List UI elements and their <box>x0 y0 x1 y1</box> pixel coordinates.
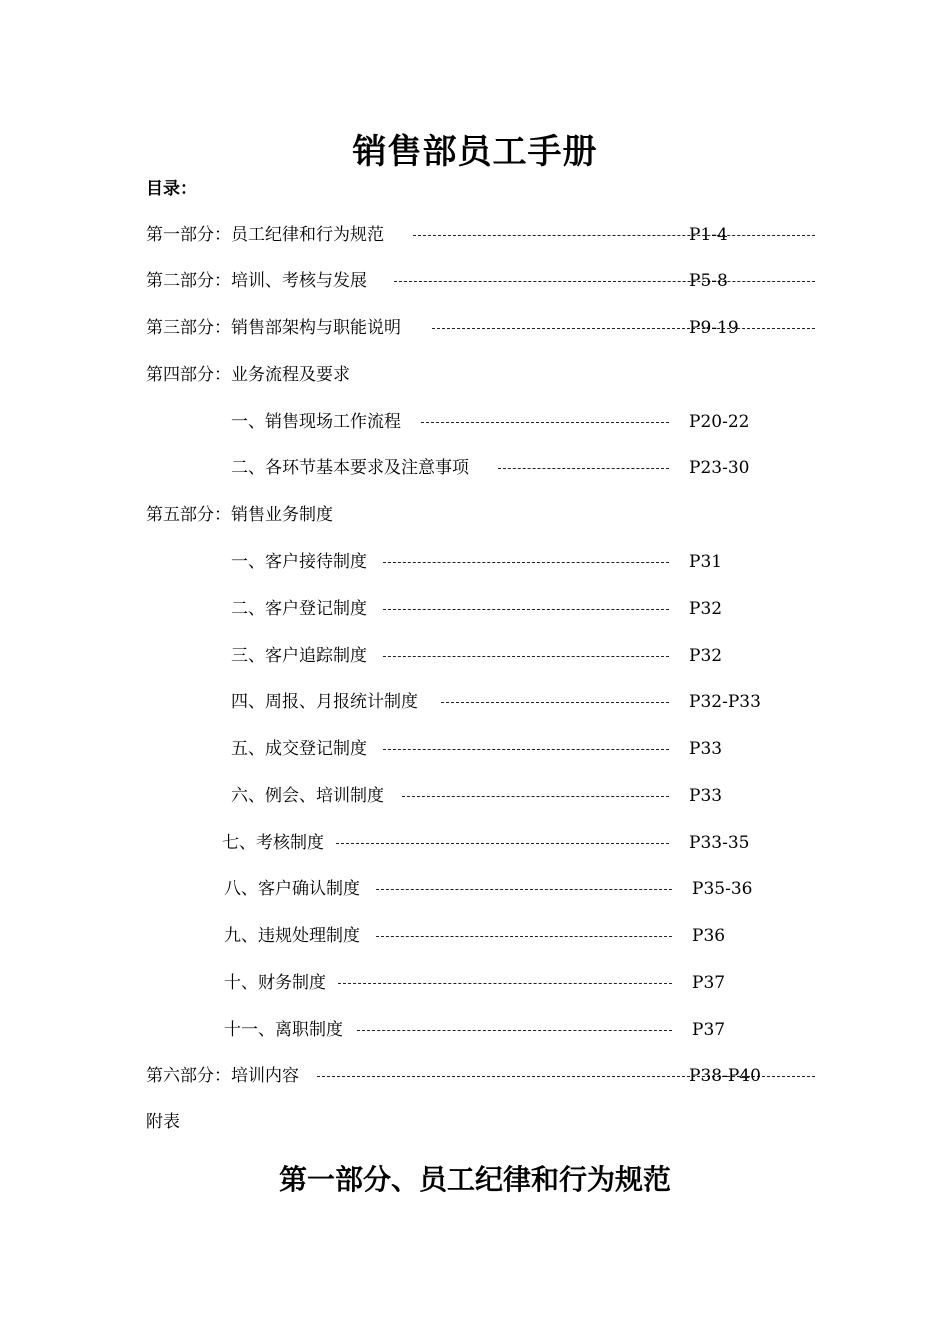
toc-entry-page: P37 <box>692 1020 726 1040</box>
toc-entry-label: 一、客户接待制度 <box>231 552 367 572</box>
toc-heading: 目录： <box>146 179 197 199</box>
toc-leader <box>357 1018 672 1042</box>
toc-entry-label: 第一部分：员工纪律和行为规范 <box>146 225 384 245</box>
toc-leader <box>336 831 669 855</box>
appendix-label: 附表 <box>146 1112 180 1132</box>
toc-entry <box>231 456 771 480</box>
toc-entry-label: 第三部分：销售部架构与职能说明 <box>146 318 401 338</box>
toc-entry-page: P37 <box>692 973 726 993</box>
toc-leader <box>383 644 669 668</box>
toc-entry-page: P33 <box>689 739 723 759</box>
toc-entry <box>224 1018 774 1042</box>
toc-leader <box>383 597 669 621</box>
toc-entry-page: P36 <box>692 926 726 946</box>
toc-entry-page: P33-35 <box>689 833 750 853</box>
toc-entry-label: 十、财务制度 <box>224 973 326 993</box>
toc-entry-label: 八、客户确认制度 <box>224 879 360 899</box>
toc-entry-page: P32 <box>689 599 723 619</box>
toc-entry-label: 七、考核制度 <box>222 833 324 853</box>
toc-entry-page: P32 <box>689 646 723 666</box>
toc-entry <box>224 971 774 995</box>
toc-leader <box>383 550 669 574</box>
toc-entry <box>231 690 771 714</box>
toc-entry-label: 三、客户追踪制度 <box>231 646 367 666</box>
toc-entry <box>231 784 771 808</box>
toc-entry-page: P23-30 <box>689 458 750 478</box>
toc-entry-label: 第六部分：培训内容 <box>146 1066 299 1086</box>
toc-leader <box>441 690 669 714</box>
toc-entry-label: 二、客户登记制度 <box>231 599 367 619</box>
toc-entry <box>146 503 766 527</box>
toc-entry <box>146 223 766 247</box>
toc-entry <box>146 269 766 293</box>
toc-leader <box>383 737 669 761</box>
toc-leader <box>498 456 669 480</box>
toc-leader <box>432 316 815 340</box>
document-title: 销售部员工手册 <box>352 132 598 172</box>
toc-leader <box>421 410 669 434</box>
toc-leader <box>376 924 672 948</box>
toc-entry-label: 二、各环节基本要求及注意事项 <box>231 458 469 478</box>
toc-entry-page: P1-4 <box>689 225 728 245</box>
section-title: 第一部分、员工纪律和行为规范 <box>278 1163 671 1196</box>
toc-entry <box>146 1064 766 1088</box>
toc-entry <box>146 363 766 387</box>
toc-entry-label: 六、例会、培训制度 <box>231 786 384 806</box>
toc-entry-label: 四、周报、月报统计制度 <box>231 692 418 712</box>
toc-entry-page: P32-P33 <box>689 692 761 712</box>
toc-leader <box>402 784 669 808</box>
toc-entry-label: 十一、离职制度 <box>224 1020 343 1040</box>
toc-entry <box>231 737 771 761</box>
toc-entry <box>224 877 774 901</box>
toc-entry <box>146 316 766 340</box>
toc-leader <box>413 223 815 247</box>
toc-entry <box>231 644 771 668</box>
toc-entry-page: P9-19 <box>689 318 739 338</box>
toc-entry-page: P38-P40 <box>689 1066 761 1086</box>
toc-entry-page: P20-22 <box>689 412 750 432</box>
toc-entry <box>231 410 771 434</box>
toc-entry-label: 九、违规处理制度 <box>224 926 360 946</box>
toc-entry-page: P31 <box>689 552 723 572</box>
toc-entry-label: 一、销售现场工作流程 <box>231 412 401 432</box>
toc-entry <box>231 597 771 621</box>
toc-entry-page: P5-8 <box>689 271 728 291</box>
toc-entry-page: P35-36 <box>692 879 753 899</box>
toc-entry-label: 第五部分：销售业务制度 <box>146 505 333 525</box>
toc-leader <box>376 877 672 901</box>
toc-entry-page: P33 <box>689 786 723 806</box>
toc-entry <box>222 831 772 855</box>
toc-entry-label: 第四部分：业务流程及要求 <box>146 365 350 385</box>
toc-leader <box>394 269 815 293</box>
toc-entry-label: 第二部分：培训、考核与发展 <box>146 271 367 291</box>
toc-entry <box>231 550 771 574</box>
toc-entry <box>224 924 774 948</box>
toc-entry-label: 五、成交登记制度 <box>231 739 367 759</box>
toc-leader <box>338 971 672 995</box>
